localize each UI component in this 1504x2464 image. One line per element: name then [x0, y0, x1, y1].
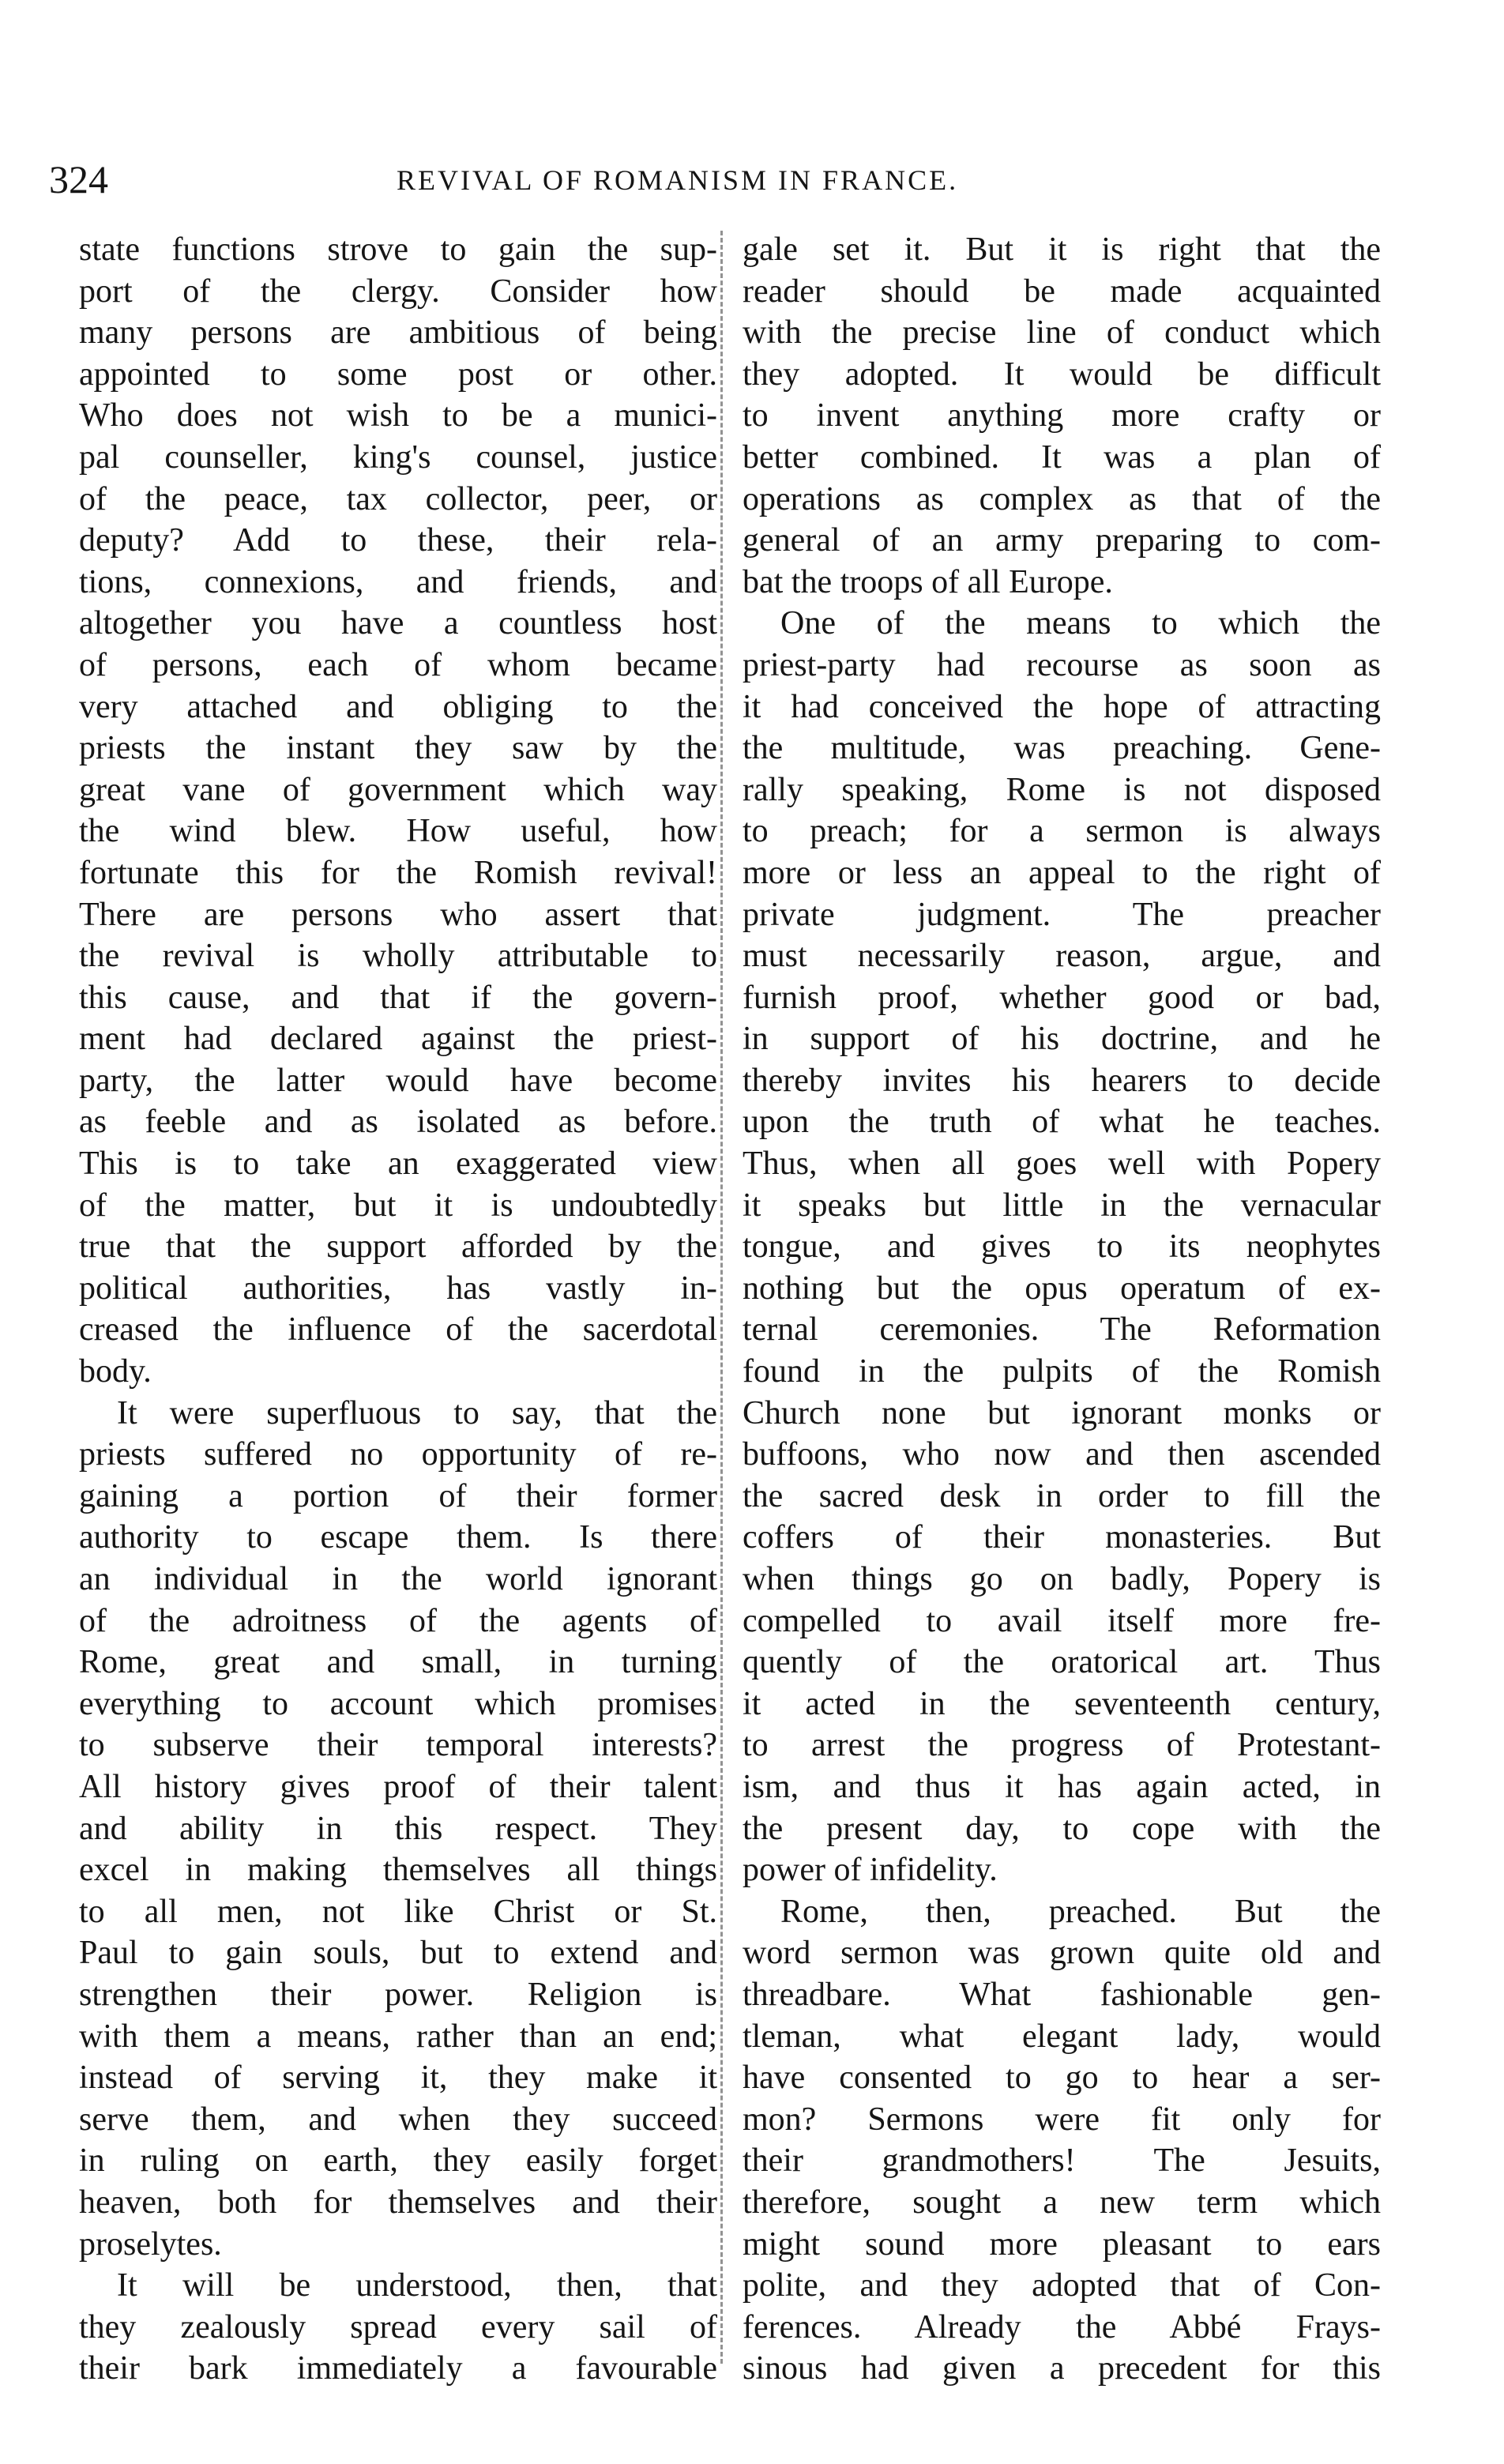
text-line: buffoons, who now and then ascended [743, 1436, 1381, 1473]
text-line: the multitude, was preaching. Gene- [743, 730, 1381, 767]
text-line: great vane of government which way [79, 771, 717, 808]
text-line: might sound more pleasant to ears [743, 2225, 1381, 2263]
text-line: Church none but ignorant monks or [743, 1394, 1381, 1431]
text-line: many persons are ambitious of being [79, 314, 717, 352]
text-line: strengthen their power. Religion is [79, 1976, 717, 2013]
text-line: upon the truth of what he teaches. [743, 1104, 1381, 1141]
text-line: power of infidelity. [743, 1852, 998, 1889]
text-line: ism, and thus it has again acted, in [743, 1768, 1381, 1805]
text-line: ferences. Already the Abbé Frays- [743, 2308, 1381, 2346]
page-header [49, 155, 1384, 204]
text-line: the revival is wholly attributable to [79, 938, 717, 975]
text-line: everything to account which promises [79, 1685, 717, 1722]
text-line: priests suffered no opportunity of re- [79, 1436, 717, 1473]
text-line: appointed to some post or other. [79, 355, 717, 393]
text-line: port of the clergy. Consider how [79, 273, 717, 310]
text-line: the sacred desk in order to fill the [743, 1477, 1381, 1514]
text-line: polite, and they adopted that of Con- [743, 2267, 1381, 2304]
text-line: with the precise line of conduct which [743, 314, 1381, 352]
text-line: this cause, and that if the govern- [79, 979, 717, 1016]
text-line: the wind blew. How useful, how [79, 813, 717, 850]
text-line: and ability in this respect. They [79, 1810, 717, 1847]
text-line: with them a means, rather than an end; [79, 2018, 717, 2055]
text-line: priests the instant they saw by the [79, 730, 717, 767]
text-line: instead of serving it, they make it [79, 2060, 717, 2097]
text-line: furnish proof, whether good or bad, [743, 979, 1381, 1016]
text-line: coffers of their monasteries. But [743, 1519, 1381, 1556]
text-line: Rome, then, preached. But the [780, 1893, 1381, 1930]
text-line: excel in making themselves all things [79, 1852, 717, 1889]
text-line: must necessarily reason, argue, and [743, 938, 1381, 975]
text-line: gale set it. But it is right that the [743, 231, 1381, 268]
text-line: pal counseller, king's counsel, justice [79, 438, 717, 476]
text-line: Who does not wish to be a munici- [79, 397, 717, 434]
text-line: reader should be made acquainted [743, 273, 1381, 310]
text-line: to arrest the progress of Protestant- [743, 1727, 1381, 1764]
text-line: party, the latter would have become [79, 1062, 717, 1099]
text-line: nothing but the opus operatum of ex- [743, 1270, 1381, 1307]
text-line: Paul to gain souls, but to extend and [79, 1935, 717, 1972]
text-line: ment had declared against the priest- [79, 1021, 717, 1058]
column-divider [720, 231, 723, 2364]
text-line: private judgment. The preacher [743, 896, 1381, 933]
text-line: as feeble and as isolated as before. [79, 1104, 717, 1141]
text-line: One of the means to which the [780, 605, 1381, 642]
text-line: of the peace, tax collector, peer, or [79, 480, 717, 517]
text-line: political authorities, has vastly in- [79, 1270, 717, 1307]
text-line: of persons, each of whom became [79, 646, 717, 683]
text-line: general of an army preparing to com- [743, 522, 1381, 559]
text-line: serve them, and when they succeed [79, 2101, 717, 2138]
text-line: heaven, both for themselves and their [79, 2184, 717, 2221]
text-line: it had conceived the hope of attracting [743, 688, 1381, 725]
text-line: thereby invites his hearers to decide [743, 1062, 1381, 1099]
text-line: tongue, and gives to its neophytes [743, 1228, 1381, 1266]
text-line: threadbare. What fashionable gen- [743, 1976, 1381, 2013]
text-line: rally speaking, Rome is not disposed [743, 771, 1381, 808]
text-line: state functions strove to gain the sup- [79, 231, 717, 268]
text-line: compelled to avail itself more fre- [743, 1602, 1381, 1639]
text-line: This is to take an exaggerated view [79, 1145, 717, 1183]
text-line: tleman, what elegant lady, would [743, 2018, 1381, 2055]
running-title: REVIVAL OF ROMANISM IN FRANCE. [397, 164, 959, 196]
text-line: word sermon was grown quite old and [743, 1935, 1381, 1972]
text-line: mon? Sermons were fit only for [743, 2101, 1381, 2138]
text-line: when things go on badly, Popery is [743, 1561, 1381, 1597]
text-line: to subserve their temporal interests? [79, 1727, 717, 1764]
text-line: Rome, great and small, in turning [79, 1644, 717, 1681]
text-line: their bark immediately a favourable [79, 2350, 717, 2387]
text-line: in support of his doctrine, and he [743, 1021, 1381, 1058]
text-line: fortunate this for the Romish revival! [79, 854, 717, 891]
text-column-left [79, 229, 717, 2390]
text-line: of the adroitness of the agents of [79, 1602, 717, 1639]
text-column-right [743, 229, 1381, 2390]
text-line: in ruling on earth, they easily forget [79, 2142, 717, 2180]
text-line: creased the influence of the sacerdotal [79, 1311, 717, 1349]
text-line: All history gives proof of their talent [79, 1768, 717, 1805]
text-line: to invent anything more crafty or [743, 397, 1381, 434]
text-line: found in the pulpits of the Romish [743, 1353, 1381, 1390]
text-line: have consented to go to hear a ser- [743, 2060, 1381, 2097]
text-line: an individual in the world ignorant [79, 1561, 717, 1597]
text-line: true that the support afforded by the [79, 1228, 717, 1266]
text-line: they adopted. It would be difficult [743, 355, 1381, 393]
text-line: to preach; for a sermon is always [743, 813, 1381, 850]
text-line: altogether you have a countless host [79, 605, 717, 642]
text-line: There are persons who assert that [79, 896, 717, 933]
text-line: better combined. It was a plan of [743, 438, 1381, 476]
text-line: it speaks but little in the vernacular [743, 1187, 1381, 1224]
text-line: the present day, to cope with the [743, 1810, 1381, 1847]
text-line: deputy? Add to these, their rela- [79, 522, 717, 559]
text-line: Thus, when all goes well with Popery [743, 1145, 1381, 1183]
text-line: they zealously spread every sail of [79, 2308, 717, 2346]
text-line: gaining a portion of their former [79, 1477, 717, 1514]
text-line: proselytes. [79, 2225, 222, 2263]
text-line: sinous had given a precedent for this [743, 2350, 1381, 2387]
text-line: very attached and obliging to the [79, 688, 717, 725]
text-line: their grandmothers! The Jesuits, [743, 2142, 1381, 2180]
text-line: to all men, not like Christ or St. [79, 1893, 717, 1930]
text-line: body. [79, 1353, 152, 1390]
text-line: It were superfluous to say, that the [117, 1394, 717, 1431]
text-line: bat the troops of all Europe. [743, 563, 1113, 600]
text-line: more or less an appeal to the right of [743, 854, 1381, 891]
text-line: It will be understood, then, that [117, 2267, 717, 2304]
text-line: it acted in the seventeenth century, [743, 1685, 1381, 1722]
text-line: therefore, sought a new term which [743, 2184, 1381, 2221]
text-line: tions, connexions, and friends, and [79, 563, 717, 600]
page-number: 324 [49, 157, 108, 201]
text-line: quently of the oratorical art. Thus [743, 1644, 1381, 1681]
text-line: of the matter, but it is undoubtedly [79, 1187, 717, 1224]
text-line: authority to escape them. Is there [79, 1519, 717, 1556]
text-line: ternal ceremonies. The Reformation [743, 1311, 1381, 1349]
text-line: priest-party had recourse as soon as [743, 646, 1381, 683]
text-line: operations as complex as that of the [743, 480, 1381, 517]
